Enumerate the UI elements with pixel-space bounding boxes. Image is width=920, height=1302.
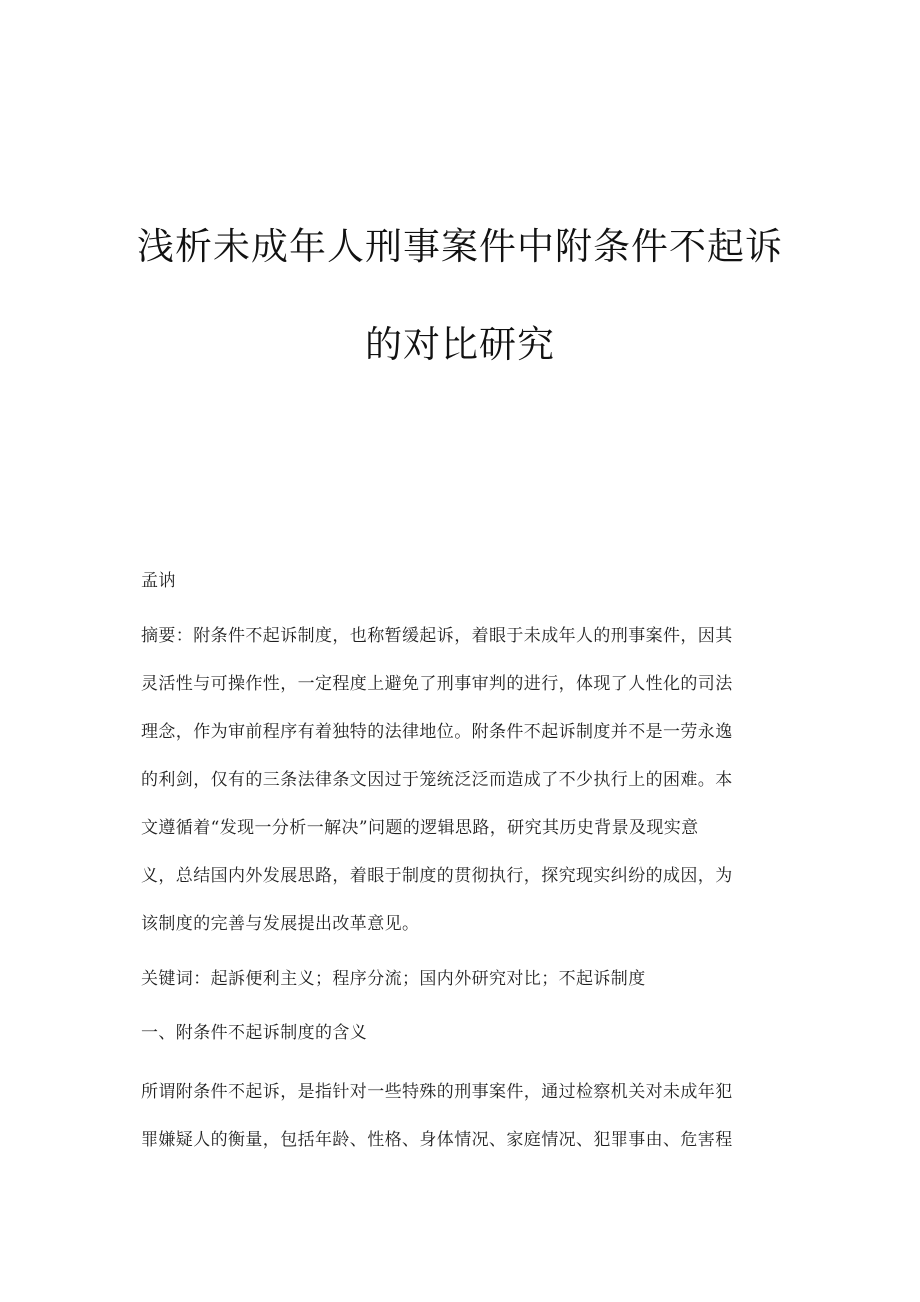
abstract-line: 文遵循着“发现一分析一解决”问题的逻辑思路，研究其历史背景及现实意: [141, 818, 699, 838]
abstract-line: 义，总结国内外发展思路，着眼于制度的贯彻执行，探究现实纠纷的成因，为: [141, 866, 733, 886]
paragraph-line: 罪嫌疑人的衡量，包括年龄、性格、身体情况、家庭情况、犯罪事由、危害程: [141, 1130, 733, 1150]
section-heading: 一、附条件不起诉制度的含义: [141, 1023, 368, 1043]
paragraph-line: 所谓附条件不起诉，是指针对一些特殊的刑事案件，通过检察机关对未成年犯: [141, 1082, 733, 1102]
abstract-line: 灵活性与可操作性，一定程度上避免了刑事审判的进行，体现了人性化的司法: [141, 674, 733, 694]
body-paragraph: [141, 1068, 771, 1164]
abstract-line: 的利剑，仅有的三条法律条文因过于笼统泛泛而造成了不少执行上的困难。本: [141, 770, 733, 790]
abstract-line: 理念，作为审前程序有着独特的法律地位。附条件不起诉制度并不是一劳永逸: [141, 722, 733, 742]
document-title-line-2: 的对比研究: [365, 323, 555, 366]
document-title-line-1: 浅析未成年人刑事案件中附条件不起诉: [137, 225, 783, 268]
author-name: 孟讷: [141, 571, 176, 591]
abstract: [141, 612, 771, 948]
keywords: 关键词：起訴便利主义；程序分流；国内外研究对比；不起诉制度: [141, 969, 646, 989]
abstract-line: 该制度的完善与发展提出改革意见。: [141, 914, 420, 934]
abstract-line: 摘要：附条件不起诉制度，也称暂缓起诉，着眼于未成年人的刑事案件，因其: [141, 626, 733, 646]
